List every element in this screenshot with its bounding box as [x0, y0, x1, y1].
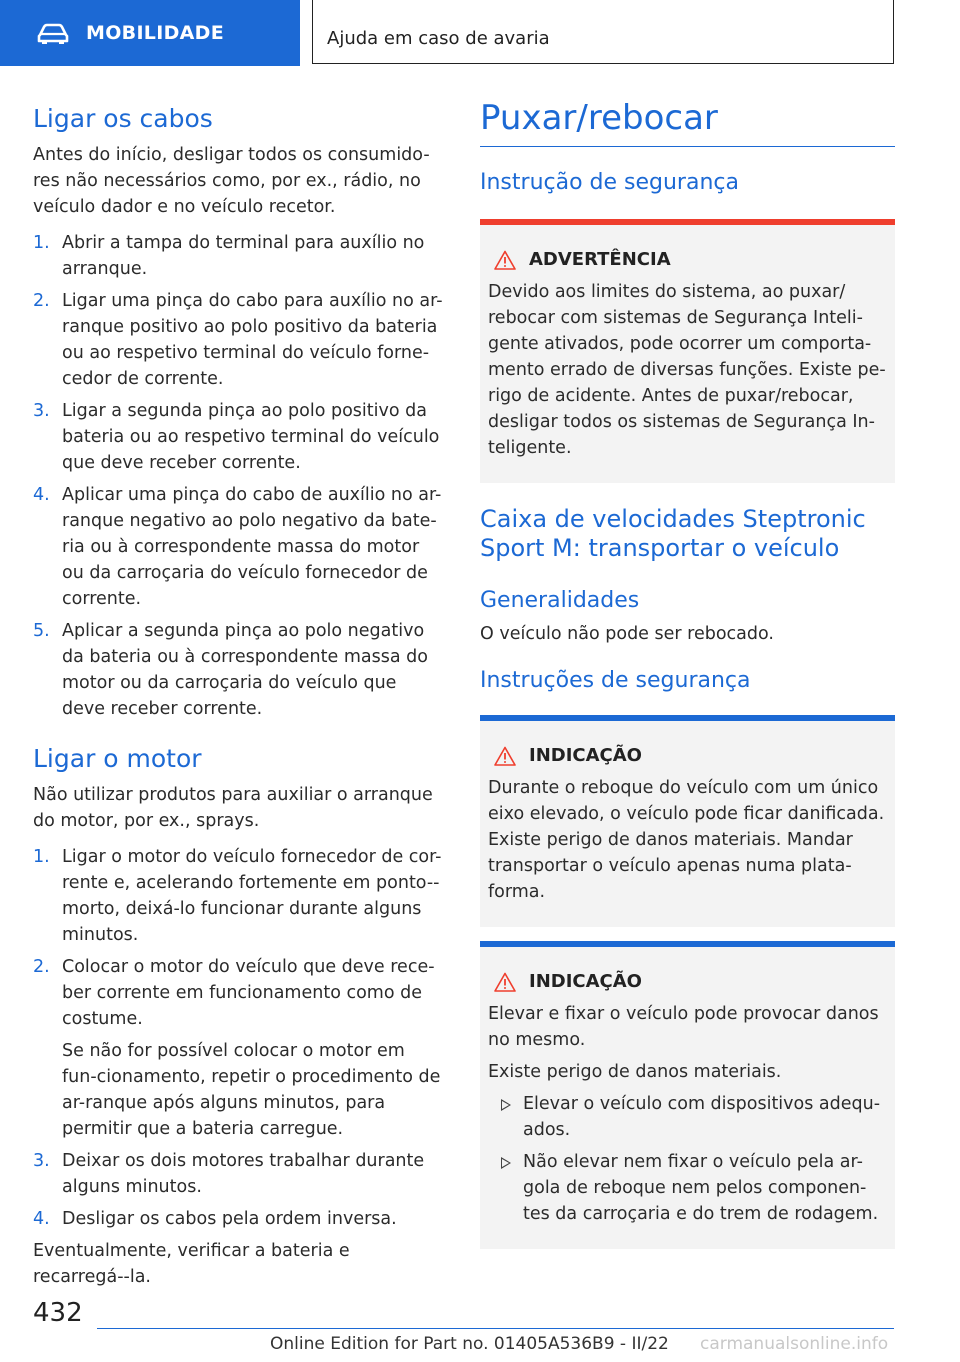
note-box-1	[480, 715, 895, 927]
car-icon	[36, 22, 70, 44]
note-text: Durante o reboque do veículo com um único eixo elevado, o veículo pode ficar danificada. Existe perigo de danos materiais. Mandar transportar o veículo apenas numa plata-forma.	[488, 778, 885, 902]
warning-label: ADVERTÊNCIA	[529, 249, 671, 270]
note-text: Elevar e fixar o veículo pode provocar danos no mesmo.	[488, 1004, 879, 1050]
title-divider	[480, 146, 895, 147]
warning-icon	[494, 972, 516, 992]
engine-heading: Ligar o motor	[33, 744, 202, 773]
note-label: INDICAÇÃO	[529, 971, 642, 992]
engine-outro: Eventualmente, verificar a bateria e recarregá--la.	[33, 1241, 350, 1287]
list-item: 3. Ligar a segunda pinça ao polo positivo da bateria ou ao respetivo terminal do veículo que deve receber corrente.	[33, 401, 440, 473]
warning-box	[480, 219, 895, 483]
list-item: 4. Desligar os cabos pela ordem inversa.	[33, 1209, 397, 1229]
list-item: 5. Aplicar a segunda pinça ao polo negativo da bateria ou à correspondente massa do motor ou da carroçaria do veículo que deve receber corrente.	[33, 621, 428, 719]
list-item: 1. Ligar o motor do veículo fornecedor de cor-rente e, acelerando fortemente em ponto--morto, deixá-lo funcionar durante alguns minutos.	[33, 847, 442, 945]
note-text: Existe perigo de danos materiais.	[488, 1062, 782, 1082]
right-column	[480, 96, 895, 1249]
towing-title: Puxar/rebocar	[480, 98, 718, 138]
cables-steps	[33, 230, 443, 722]
cables-heading: Ligar os cabos	[33, 104, 213, 133]
triangle-bullet-icon	[501, 1099, 511, 1111]
page-footer	[0, 1290, 960, 1362]
note-bullets	[488, 1091, 887, 1227]
edition-text: Online Edition for Part no. 01405A536B9 - II/22	[270, 1334, 669, 1354]
engine-intro: Não utilizar produtos para auxiliar o arranque do motor, por ex., sprays.	[33, 785, 433, 831]
section-tab[interactable]	[0, 0, 300, 66]
list-item: Não elevar nem fixar o veículo pela ar-gola de reboque nem pelos componen-tes da carroçaria e do trem de rodagem.	[488, 1149, 887, 1227]
left-column	[33, 96, 443, 1290]
list-item: Elevar o veículo com dispositivos adequ-ados.	[488, 1091, 887, 1143]
list-item: 4. Aplicar uma pinça do cabo de auxílio no ar-ranque negativo ao polo negativo da bate-ria ou à correspondente massa do motor ou da carroçaria do veículo fornecedor de corrente.	[33, 485, 442, 609]
engine-steps	[33, 844, 443, 1232]
list-item: 2. Ligar uma pinça do cabo para auxílio no ar-ranque positivo ao polo positivo da bateria ou ao respetivo terminal do veículo forne-cedor de corrente.	[33, 291, 443, 389]
list-item: 2. Colocar o motor do veículo que deve rece-ber corrente em funcionamento como de costume. Se não for possível colocar o motor em fun-cionamento, repetir o procedimento de ar-ranque após alguns minutos, para permitir que a bateria carregue.	[33, 957, 441, 1139]
warning-icon	[494, 746, 516, 766]
list-item: 1. Abrir a tampa do terminal para auxílio no arranque.	[33, 233, 425, 279]
note-label: INDICAÇÃO	[529, 745, 642, 766]
general-text: O veículo não pode ser rebocado.	[480, 624, 774, 644]
chapter-header	[312, 0, 894, 64]
footer-divider	[97, 1328, 894, 1329]
section-tab-label: MOBILIDADE	[86, 22, 225, 44]
warning-text: Devido aos limites do sistema, ao puxar/ rebocar com sistemas de Segurança Inteli-gente ativados, pode ocorrer um comporta-mento errado de diversas funções. Existe pe-rigo de acidente. Antes de puxar/rebocar, desligar todos os sistemas de Segurança In-teligente.	[488, 282, 886, 458]
watermark: carmanualsonline.info	[700, 1334, 889, 1354]
instructions-heading: Instruções de segurança	[480, 668, 751, 693]
cables-intro: Antes do início, desligar todos os consumido-res não necessários como, por ex., rádio, no veículo dador e no veículo recetor.	[33, 145, 430, 217]
safety-heading: Instrução de segurança	[480, 170, 739, 195]
warning-icon	[494, 250, 516, 270]
general-heading: Generalidades	[480, 588, 640, 613]
chapter-title: Ajuda em caso de avaria	[327, 28, 550, 49]
note-box-2	[480, 941, 895, 1249]
steptronic-heading: Caixa de velocidades Steptronic Sport M: transportar o veículo	[480, 505, 866, 562]
page-number: 432	[33, 1298, 83, 1328]
page-header	[0, 0, 960, 66]
list-item: 3. Deixar os dois motores trabalhar durante alguns minutos.	[33, 1151, 425, 1197]
triangle-bullet-icon	[501, 1157, 511, 1169]
